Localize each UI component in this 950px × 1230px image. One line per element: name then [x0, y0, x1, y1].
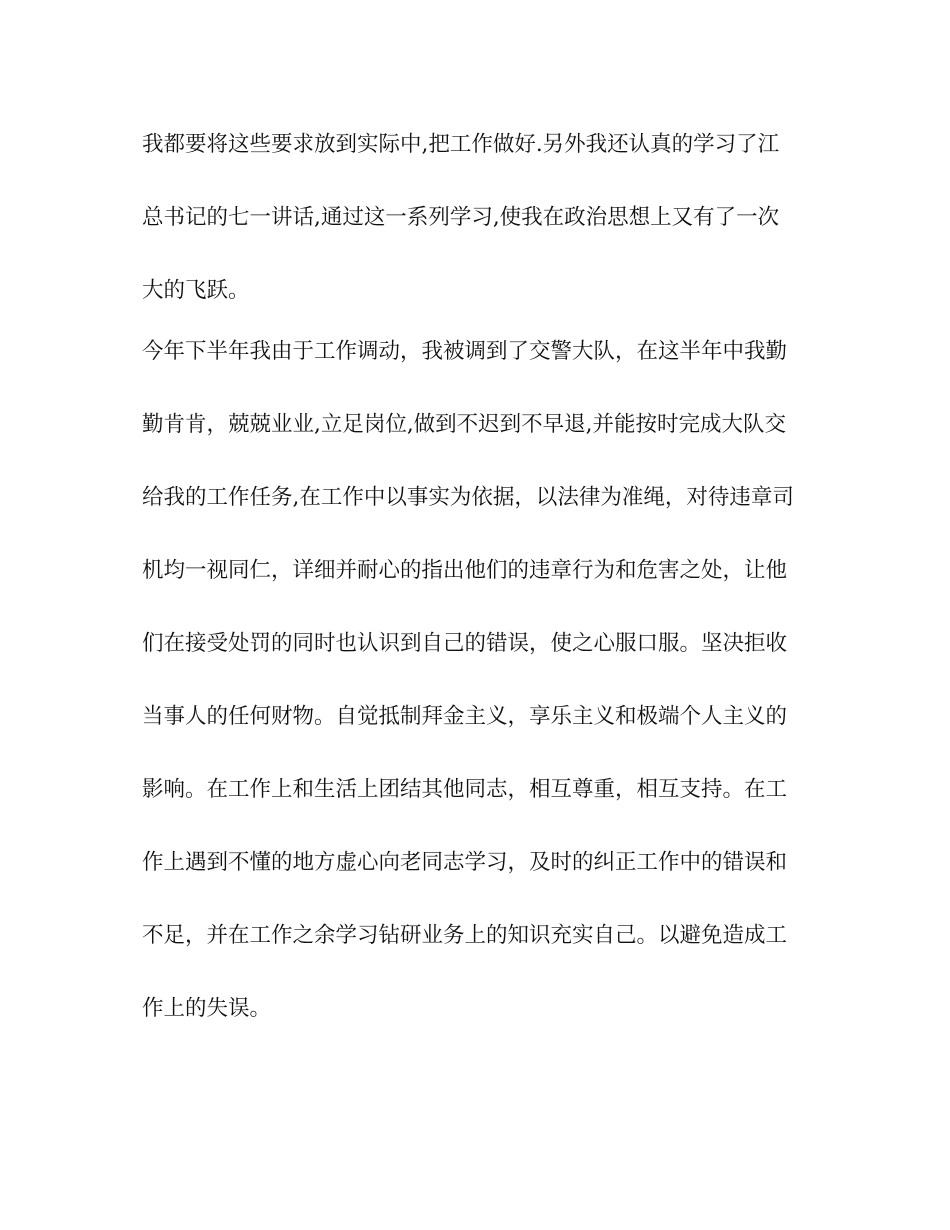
text-line: 们在接受处罚的同时也认识到自己的错误，使之心服口服。坚决拒收	[142, 631, 788, 656]
text-line: 作上遇到不懂的地方虚心向老同志学习，及时的纠正工作中的错误和	[142, 850, 788, 875]
text-line: 大的飞跃。	[142, 278, 250, 303]
text-line: 不足，并在工作之余学习钻研业务上的知识充实自己。以避免造成工	[142, 923, 788, 948]
text-line: 作上的失误。	[142, 996, 272, 1021]
body-text	[142, 123, 822, 1060]
text-line: 影响。在工作上和生活上团结其他同志，相互尊重，相互支持。在工	[142, 777, 788, 802]
paragraph-1	[142, 123, 822, 342]
text-line: 当事人的任何财物。自觉抵制拜金主义，享乐主义和极端个人主义的	[142, 704, 788, 729]
text-line: 总书记的七一讲话,通过这一系列学习,使我在政治思想上又有了一次	[142, 205, 780, 230]
text-line: 今年下半年我由于工作调动，我被调到了交警大队，在这半年中我勤	[142, 339, 788, 364]
paragraph-2	[142, 330, 822, 1060]
text-line: 勤肯肯，兢兢业业,立足岗位,做到不迟到不早退,并能按时完成大队交	[142, 412, 787, 437]
text-line: 我都要将这些要求放到实际中,把工作做好.另外我还认真的学习了江	[142, 132, 780, 157]
text-line: 机均一视同仁，详细并耐心的指出他们的违章行为和危害之处，让他	[142, 558, 788, 583]
text-line: 给我的工作任务,在工作中以事实为依据，以法律为准绳，对待违章司	[142, 485, 794, 510]
